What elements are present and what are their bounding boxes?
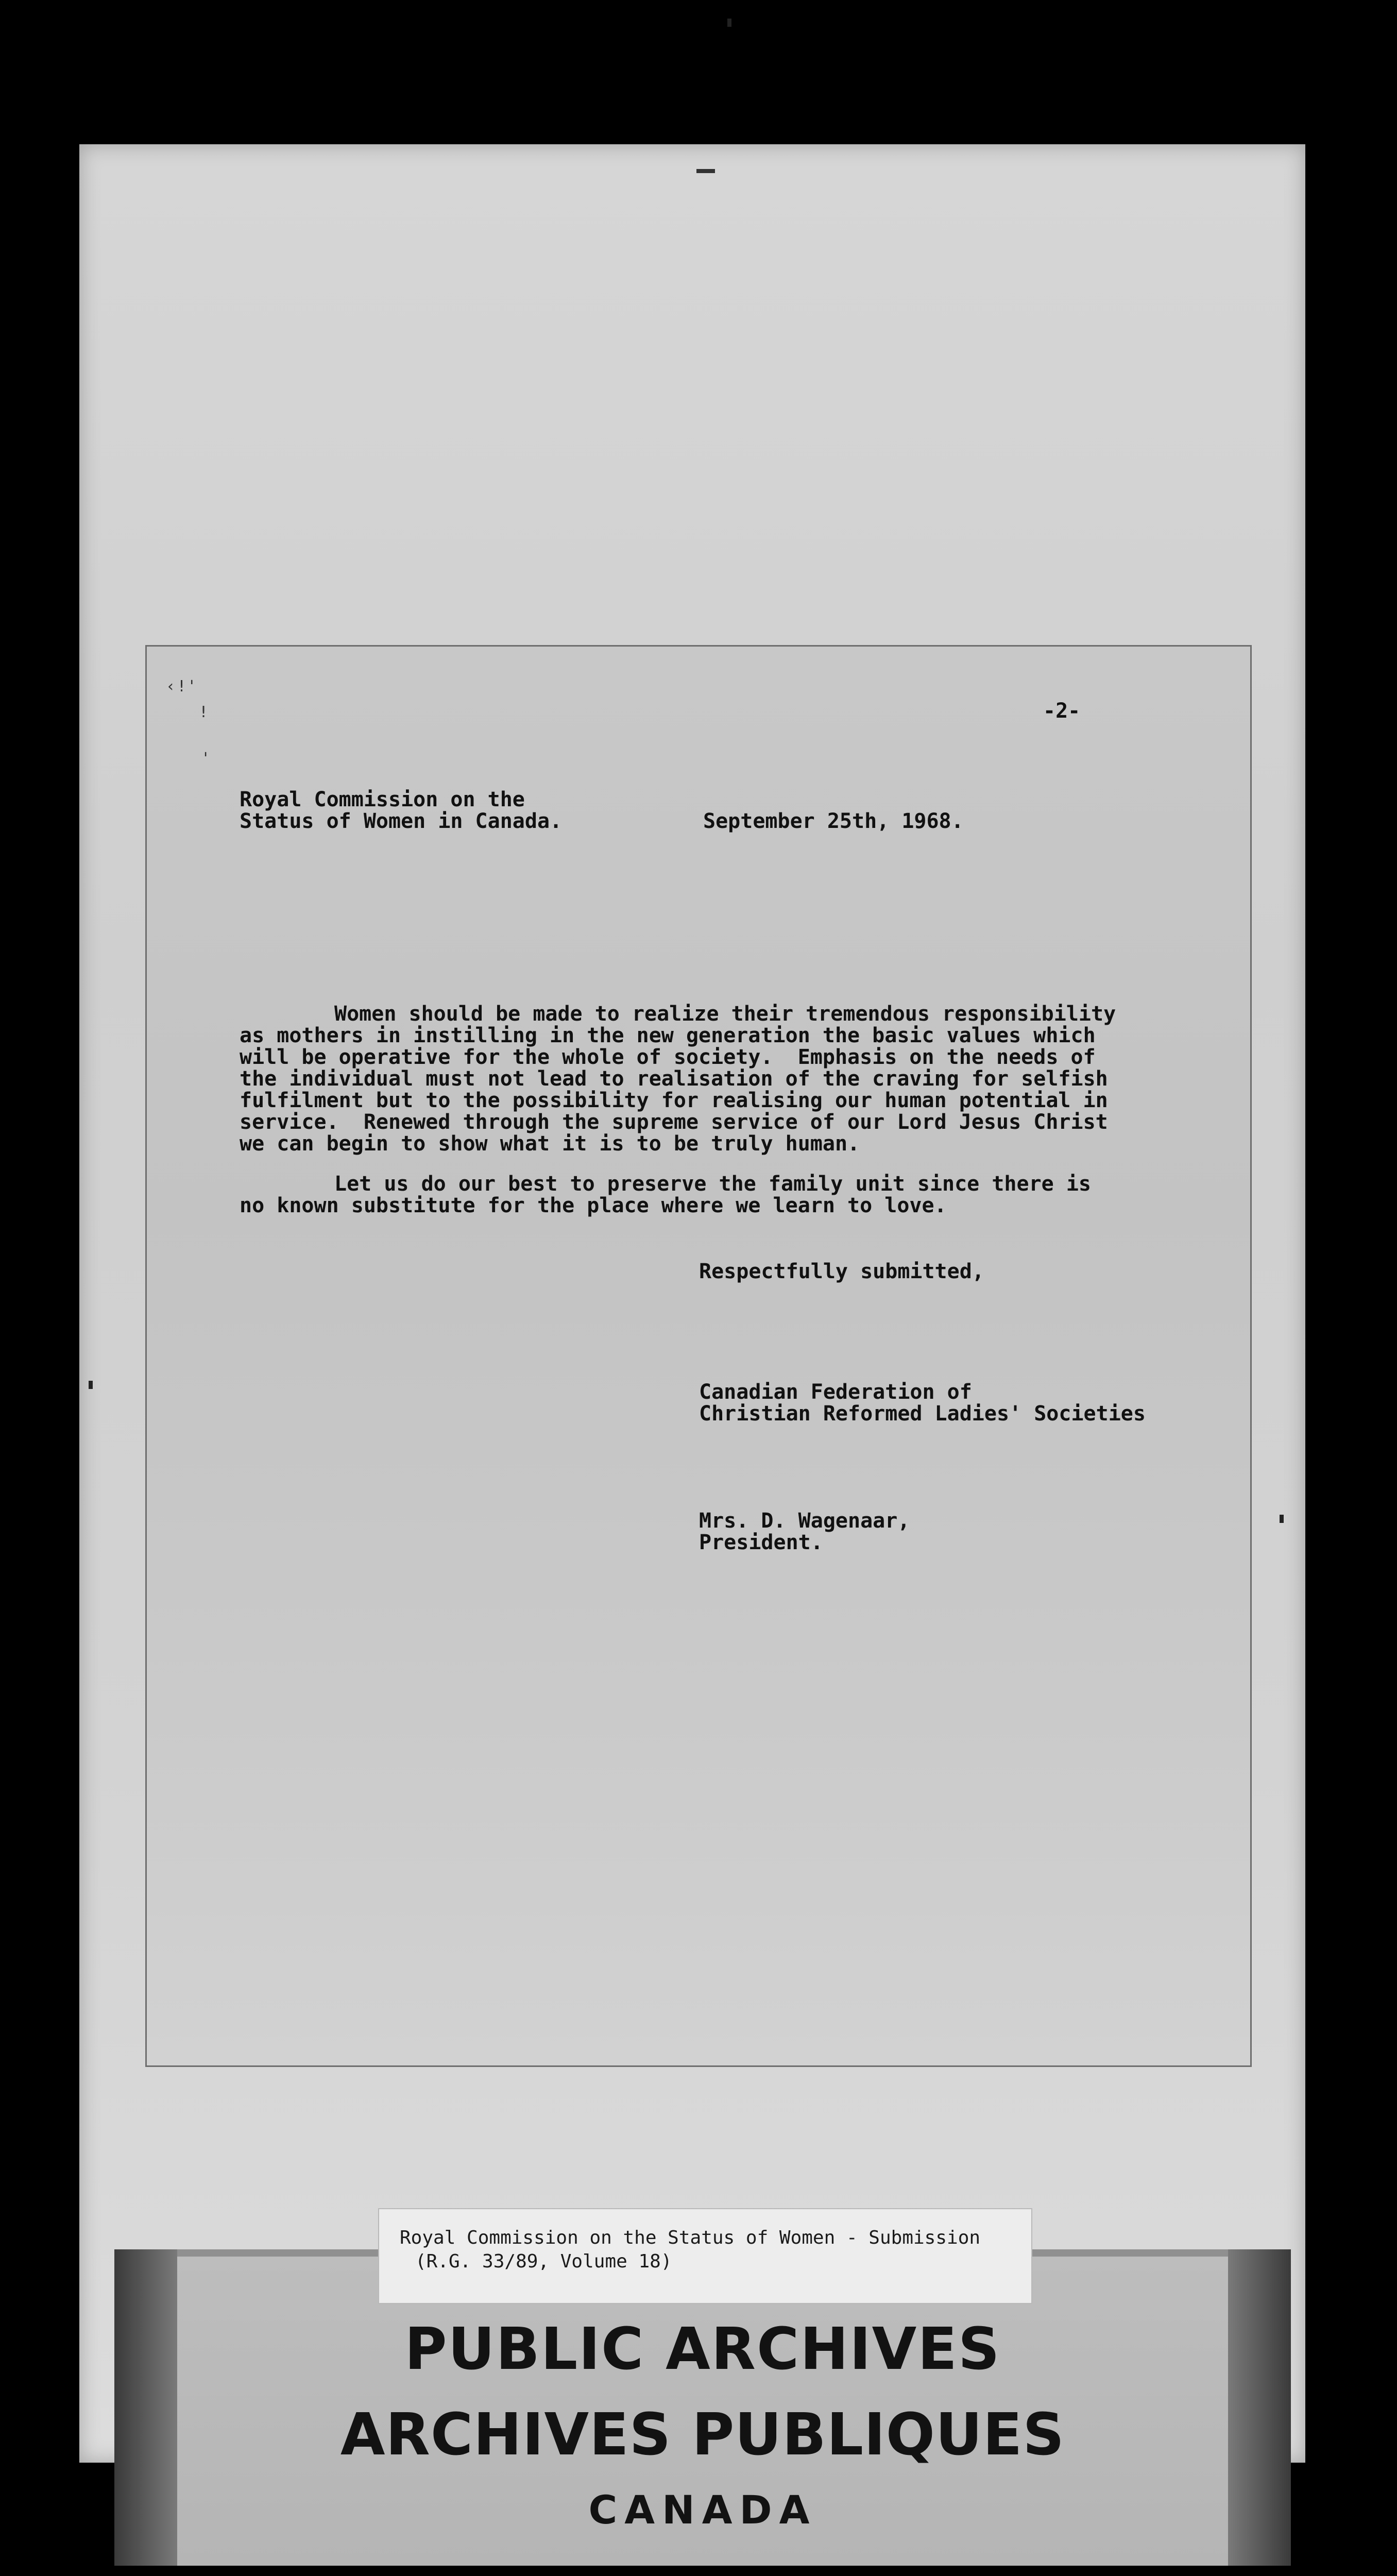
staple-mark — [696, 169, 715, 173]
recipient-line: Status of Women in Canada. — [240, 809, 563, 833]
letter-page — [145, 645, 1252, 2067]
body-line: we can begin to show what it is to be truly human. — [240, 1132, 860, 1156]
body-line: no known substitute for the place where we learn to love. — [240, 1194, 947, 1217]
margin-mark: ! — [200, 703, 207, 721]
organization-name: Christian Reformed Ladies' Societies — [699, 1402, 1146, 1426]
body-line: as mothers in instilling in the new generation the basic values which — [240, 1024, 1096, 1047]
body-line: Let us do our best to preserve the family unit since there is — [334, 1172, 1092, 1196]
signatory-name: Mrs. D. Wagenaar, — [699, 1509, 910, 1533]
body-line: the individual must not lead to realisation of the craving for selfish — [240, 1067, 1108, 1091]
margin-mark: ' — [203, 750, 208, 768]
page-number: -2- — [1043, 699, 1081, 723]
body-line: service. Renewed through the supreme service of our Lord Jesus Christ — [240, 1110, 1108, 1134]
body-line: fulfilment but to the possibility for realising our human potential in — [240, 1089, 1108, 1112]
letter-date: September 25th, 1968. — [703, 809, 964, 833]
body-line: Women should be made to realize their tremendous responsibility — [334, 1002, 1116, 1026]
stamp-line-french: ARCHIVES PUBLIQUES — [340, 2401, 1065, 2468]
signatory-title: President. — [699, 1531, 823, 1554]
archive-label — [378, 2208, 1032, 2304]
film-mark — [1280, 1515, 1284, 1523]
organization-name: Canadian Federation of — [699, 1380, 972, 1404]
archive-label-reference: (R.G. 33/89, Volume 18) — [415, 2251, 672, 2272]
body-line: will be operative for the whole of society. Emphasis on the needs of — [240, 1045, 1096, 1069]
stamp-line-english: PUBLIC ARCHIVES — [404, 2316, 1001, 2383]
margin-mark: ‹ ! ' — [167, 677, 194, 696]
film-mark — [727, 19, 731, 27]
archive-label-title: Royal Commission on the Status of Women - Submission — [400, 2227, 981, 2248]
recipient-line: Royal Commission on the — [240, 788, 525, 811]
stamp-shadow-left — [114, 2249, 177, 2566]
closing: Respectfully submitted, — [699, 1260, 984, 1283]
stamp-shadow-right — [1228, 2249, 1291, 2566]
stamp-line-country: CANADA — [588, 2487, 817, 2533]
film-mark — [89, 1381, 93, 1389]
